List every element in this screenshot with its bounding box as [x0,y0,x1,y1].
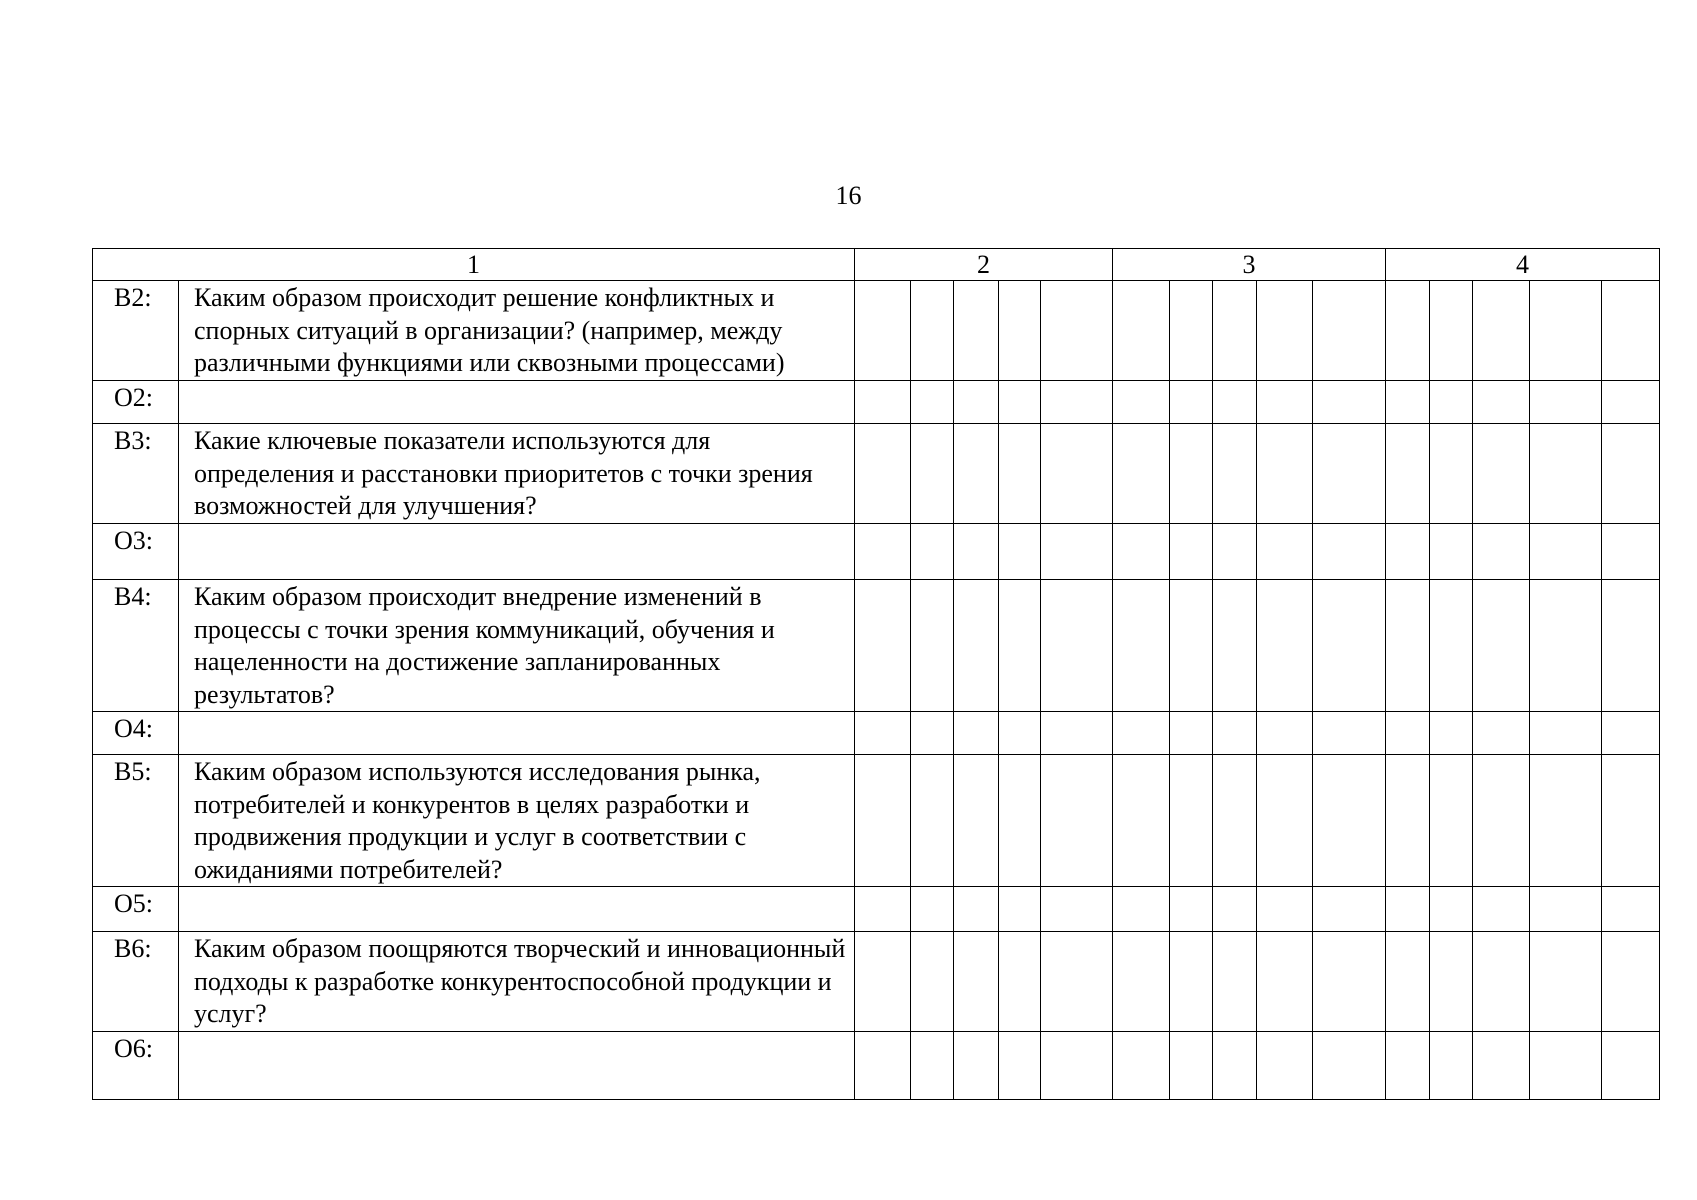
rating-cell [855,580,911,712]
rating-cell [1170,1032,1213,1100]
rating-cell [911,755,954,887]
rating-cell [855,1032,911,1100]
row-code: В3: [93,424,179,524]
rating-cell [1213,524,1257,580]
rating-cell [1213,381,1257,424]
answer-text [179,712,855,755]
rating-cell [1313,932,1386,1032]
column-header-1: 1 [93,249,855,281]
question-text: Каким образом поощряются творческий и инновационный подходы к разработке конкурентоспособной продукции и услуг? [179,932,855,1032]
rating-cell [1473,381,1530,424]
rating-cell [1386,755,1430,887]
rating-cell [1602,580,1660,712]
column-header-3: 3 [1113,249,1386,281]
rating-cell [1041,712,1113,755]
question-row [93,932,1660,1032]
question-text: Каким образом используются исследования рынка, потребителей и конкурентов в целях разработки и продвижения продукции и услуг в соответствии с ожиданиями потребителей? [179,755,855,887]
rating-cell [1473,424,1530,524]
rating-cell [855,712,911,755]
question-text: Каким образом происходит внедрение изменений в процессы с точки зрения коммуникаций, обучения и нацеленности на достижение запланированных результатов? [179,580,855,712]
rating-cell [1602,932,1660,1032]
rating-cell [1386,524,1430,580]
page-number: 16 [835,181,862,210]
rating-cell [855,424,911,524]
question-row [93,580,1660,712]
rating-cell [1430,524,1473,580]
rating-cell [1041,580,1113,712]
rating-cell [1602,1032,1660,1100]
rating-cell [1257,524,1313,580]
rating-cell [1430,712,1473,755]
rating-cell [1113,755,1170,887]
rating-cell [1530,887,1602,932]
rating-cell [1113,424,1170,524]
rating-cell [1530,580,1602,712]
rating-cell [1386,1032,1430,1100]
rating-cell [1530,1032,1602,1100]
rating-cell [1313,1032,1386,1100]
rating-cell [1473,281,1530,381]
rating-cell [911,580,954,712]
question-text: Каким образом происходит решение конфликтных и спорных ситуаций в организации? (например, между различными функциями или сквозными процессами) [179,281,855,381]
rating-cell [1602,381,1660,424]
rating-cell [1257,381,1313,424]
rating-cell [911,381,954,424]
rating-cell [1257,281,1313,381]
rating-cell [1386,712,1430,755]
question-row [93,281,1660,381]
rating-cell [1313,381,1386,424]
rating-cell [999,580,1041,712]
answer-text [179,1032,855,1100]
answer-row [93,1032,1660,1100]
rating-cell [999,524,1041,580]
rating-cell [1041,887,1113,932]
rating-cell [911,1032,954,1100]
rating-cell [1213,712,1257,755]
rating-cell [1257,424,1313,524]
rating-cell [954,887,999,932]
column-header-row [93,249,1660,281]
rating-cell [1213,1032,1257,1100]
rating-cell [1530,281,1602,381]
rating-cell [1430,381,1473,424]
rating-cell [1386,932,1430,1032]
rating-cell [1170,887,1213,932]
rating-cell [1170,932,1213,1032]
rating-cell [999,424,1041,524]
rating-cell [1170,580,1213,712]
rating-cell [999,712,1041,755]
question-text: Какие ключевые показатели используются для определения и расстановки приоритетов с точки зрения возможностей для улучшения? [179,424,855,524]
rating-cell [1473,932,1530,1032]
rating-cell [1213,424,1257,524]
row-code: В2: [93,281,179,381]
rating-cell [954,580,999,712]
rating-cell [999,932,1041,1032]
answer-text [179,887,855,932]
rating-cell [855,524,911,580]
rating-cell [1313,424,1386,524]
rating-cell [1170,281,1213,381]
rating-cell [911,932,954,1032]
rating-cell [855,755,911,887]
rating-cell [1430,281,1473,381]
rating-cell [1041,281,1113,381]
row-code: О5: [93,887,179,932]
rating-cell [1041,524,1113,580]
question-row [93,755,1660,887]
rating-cell [1430,887,1473,932]
rating-cell [1430,424,1473,524]
rating-cell [954,381,999,424]
rating-cell [1602,887,1660,932]
rating-cell [999,281,1041,381]
rating-cell [1041,424,1113,524]
row-code: О4: [93,712,179,755]
rating-cell [1430,755,1473,887]
rating-cell [1213,932,1257,1032]
question-row [93,424,1660,524]
answer-text [179,524,855,580]
rating-cell [1530,712,1602,755]
rating-cell [1113,1032,1170,1100]
rating-cell [1041,932,1113,1032]
rating-cell [1473,755,1530,887]
row-code: В5: [93,755,179,887]
answer-row [93,712,1660,755]
rating-cell [1113,281,1170,381]
rating-cell [1041,755,1113,887]
column-header-2: 2 [855,249,1113,281]
rating-cell [1170,424,1213,524]
rating-cell [1313,712,1386,755]
rating-cell [1313,281,1386,381]
rating-cell [954,1032,999,1100]
rating-cell [999,755,1041,887]
row-code: В6: [93,932,179,1032]
rating-cell [1530,932,1602,1032]
rating-cell [1257,580,1313,712]
rating-cell [855,932,911,1032]
rating-cell [911,524,954,580]
rating-cell [911,712,954,755]
rating-cell [1113,887,1170,932]
column-header-4: 4 [1386,249,1660,281]
rating-cell [1473,712,1530,755]
rating-cell [1386,281,1430,381]
rating-cell [1530,755,1602,887]
rating-cell [1602,524,1660,580]
rating-cell [1113,580,1170,712]
rating-cell [954,932,999,1032]
rating-cell [1170,712,1213,755]
answer-row [93,524,1660,580]
rating-cell [954,755,999,887]
rating-cell [1113,524,1170,580]
rating-cell [1386,580,1430,712]
answer-row [93,381,1660,424]
rating-cell [1473,1032,1530,1100]
rating-cell [954,524,999,580]
rating-cell [1257,1032,1313,1100]
rating-cell [1313,887,1386,932]
rating-cell [1213,281,1257,381]
rating-cell [1170,755,1213,887]
rating-cell [1213,580,1257,712]
row-code: О2: [93,381,179,424]
row-code: В4: [93,580,179,712]
rating-cell [1530,424,1602,524]
rating-cell [1430,1032,1473,1100]
rating-cell [1213,887,1257,932]
rating-cell [1313,755,1386,887]
rating-cell [1386,887,1430,932]
rating-cell [1113,712,1170,755]
rating-cell [1473,524,1530,580]
rating-cell [1602,281,1660,381]
rating-cell [1430,580,1473,712]
rating-cell [1473,887,1530,932]
rating-cell [1113,381,1170,424]
rating-cell [1313,580,1386,712]
rating-cell [954,281,999,381]
rating-cell [999,1032,1041,1100]
rating-cell [999,381,1041,424]
rating-cell [1430,932,1473,1032]
rating-cell [1257,887,1313,932]
rating-cell [1473,580,1530,712]
rating-cell [999,887,1041,932]
rating-cell [1386,381,1430,424]
rating-cell [1530,524,1602,580]
rating-cell [1257,712,1313,755]
rating-cell [954,712,999,755]
rating-cell [1602,712,1660,755]
rating-cell [954,424,999,524]
rating-cell [1602,424,1660,524]
rating-cell [1041,1032,1113,1100]
answer-text [179,381,855,424]
rating-cell [1257,755,1313,887]
rating-cell [1386,424,1430,524]
rating-cell [911,281,954,381]
rating-cell [855,887,911,932]
rating-cell [1113,932,1170,1032]
row-code: О6: [93,1032,179,1100]
rating-cell [1602,755,1660,887]
rating-cell [1313,524,1386,580]
row-code: О3: [93,524,179,580]
rating-cell [1170,524,1213,580]
rating-cell [911,424,954,524]
rating-cell [1213,755,1257,887]
rating-cell [1170,381,1213,424]
rating-cell [1257,932,1313,1032]
rating-cell [855,381,911,424]
answer-row [93,887,1660,932]
rating-cell [1530,381,1602,424]
rating-cell [1041,381,1113,424]
evaluation-table [92,248,1660,1100]
rating-cell [855,281,911,381]
rating-cell [911,887,954,932]
